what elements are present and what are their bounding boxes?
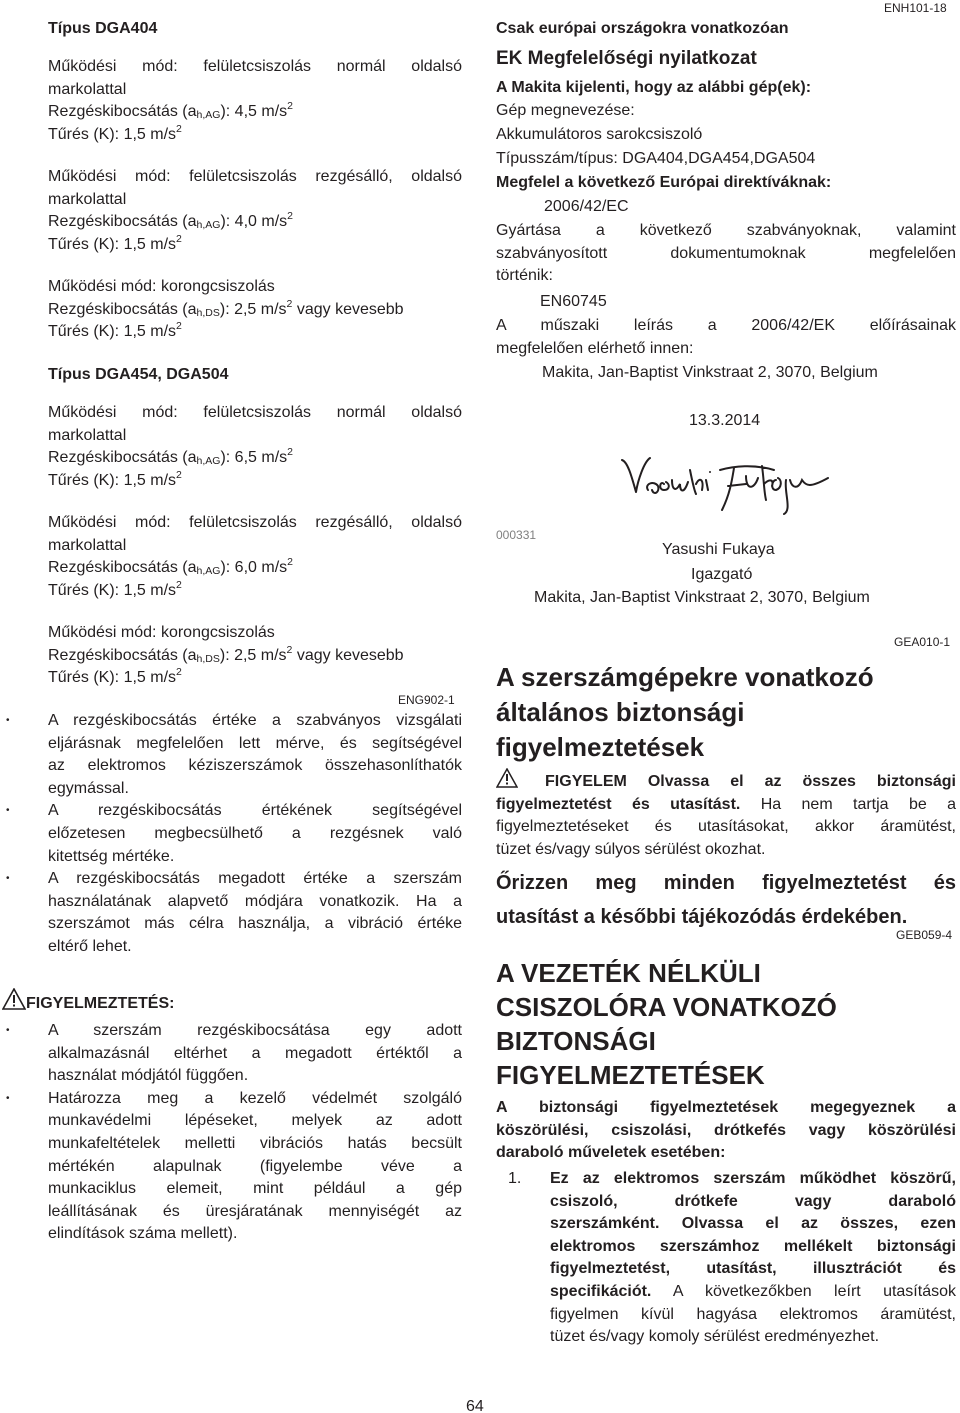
item-number: 1. <box>508 1170 522 1187</box>
uncertainty-value: Tűrés (K): 1,5 $m/s^2$ <box>48 320 182 341</box>
directive-number: 2006/42/EC <box>544 198 629 215</box>
machine-label: Gép megnevezése: <box>496 102 635 119</box>
vibration-value: Rezgéskibocsátás $(a_{h,DS})$: 2,5 $m/s^2$ vagy kevesebb <box>48 297 404 319</box>
page-number: 64 <box>466 1398 484 1413</box>
vibration-block-3 <box>48 276 462 344</box>
list-item: • A rezgéskibocsátás megadott értéke a szerszám használatának alapvető módjára vonatkozik. Ha a szerszámot más célra használja, a vibráció értéke eltérő lehet. <box>6 870 462 955</box>
vibration-value: Rezgéskibocsátás $(a_{h,AG})$: 4,5 $m/s^2$ <box>48 100 293 122</box>
vibration-value: Rezgéskibocsátás $(a_{h,AG})$: 6,0 $m/s^2$ <box>48 556 293 578</box>
mode-text: Működési mód: felületcsiszolás rezgésálló, oldalsó <box>48 514 462 531</box>
vibration-block-1 <box>48 56 462 146</box>
vibration-block-5 <box>48 512 462 602</box>
warning-list <box>6 1020 462 1246</box>
signer-role: Igazgató <box>691 566 753 583</box>
signature-image <box>614 450 834 518</box>
technical-file-address: Makita, Jan-Baptist Vinkstraat 2, 3070, Belgium <box>542 364 878 381</box>
mode-text: Működési mód: felületcsiszolás normál oldalsó <box>48 404 462 421</box>
standards-text: Gyártása a következő szabványoknak, valamint szabványosított dokumentumoknak megfelelően történik: <box>496 222 956 285</box>
uncertainty-value: Tűrés (K): 1,5 $m/s^2$ <box>48 122 182 143</box>
section-code: ENG902-1 <box>398 693 455 707</box>
vibration-value: Rezgéskibocsátás $(a_{h,AG})$: 6,5 $m/s^2$ <box>48 446 293 468</box>
warning-triangle-icon <box>496 768 518 788</box>
bullet-icon: • <box>6 1092 10 1104</box>
section-code: GEB059-4 <box>896 928 953 942</box>
list-item: • A rezgéskibocsátás értéke a szabványos vizsgálati eljárásnak megfelelően lett mérve, és segítségével az elektromos kéziszerszámok összehasonlíthatók egymással. <box>6 712 462 797</box>
mode-text-cont: markolattal <box>48 536 127 554</box>
vibration-block-4 <box>48 402 462 492</box>
model-title-dga404: Típus DGA404 <box>48 20 158 37</box>
declaration-intro: A Makita kijelenti, hogy az alábbi gép(ek): <box>496 79 812 96</box>
mode-text-cont: markolattal <box>48 426 127 444</box>
mode-text: Működési mód: korongcsiszolás <box>48 278 275 295</box>
vibration-value: Rezgéskibocsátás $(a_{h,AG})$: 4,0 $m/s^2$ <box>48 210 293 232</box>
section-code: GEA010-1 <box>894 635 951 649</box>
mode-text-cont: markolattal <box>48 190 127 208</box>
general-warning-text: FIGYELEM Olvassa el az összes biztonsági figyelmeztetést és utasítást. Ha nem tartja be a figyelmeztetéseket és utasításokat, akkor áramütést, tüzet és/vagy súlyos sérülést okozhat. <box>496 768 956 861</box>
warning-triangle-icon <box>2 988 26 1010</box>
list-item: • Határozza meg a kezelő védelmét szolgáló munkavédelmi lépéseket, melyek az adott munkafeltételek melletti vibrációs hatás becsült mértékén alapulnak (figyelembe véve a munkaciklus elemeit, mint például a gép leállításának és üresjáratának mennyiségét az elindítások száma mellett). <box>6 1089 462 1243</box>
directives-label: Megfelel a következő Európai direktíváknak: <box>496 174 832 191</box>
signer-name: Yasushi Fukaya <box>662 541 775 558</box>
uncertainty-value: Tűrés (K): 1,5 $m/s^2$ <box>48 468 182 489</box>
mode-text: Működési mód: felületcsiszolás rezgésálló, oldalsó <box>48 168 462 185</box>
eu-only-heading: Csak európai országokra vonatkozóan <box>496 20 789 37</box>
ec-declaration-title: EK Megfelelőségi nyilatkozat <box>496 48 757 69</box>
warning-title: FIGYELMEZTETÉS: <box>26 995 175 1012</box>
uncertainty-value: Tűrés (K): 1,5 $m/s^2$ <box>48 666 182 687</box>
vibration-block-6 <box>48 622 462 690</box>
list-item: • A szerszám rezgéskibocsátása egy adott alkalmazásnál eltérhet a megadott értéktől a használat módjától függően. <box>6 1022 462 1085</box>
list-item: • A rezgéskibocsátás értékének segítségével előzetesen megbecsülhető a rezgésnek való kitettség mértéke. <box>6 802 462 865</box>
bullet-icon: • <box>6 805 10 817</box>
bullet-icon: • <box>6 715 10 726</box>
uncertainty-value: Tűrés (K): 1,5 $m/s^2$ <box>48 232 182 253</box>
machine-name: Akkumulátoros sarokcsiszoló <box>496 126 703 143</box>
bullet-icon: • <box>6 1025 10 1036</box>
model-numbers: Típusszám/típus: DGA404,DGA454,DGA504 <box>496 150 816 167</box>
list-item: 1. Ez az elektromos szerszám működhet köszörű, csiszoló, drótkefe vagy daraboló szerszámként. Olvassa el az összes, ezen elektromos szerszámhoz mellékelt biztonsági figyelmeztetést, utasítást, illusztrációt és specifikációt. A következőkben leírt utasítások figyelmen kívül hagyása elektromos áramütést, tüzet és/vagy komoly sérülést eredményezhet. <box>508 1170 956 1346</box>
general-safety-title: A szerszámgépekre vonatkozó általános biztonsági figyelmeztetések <box>496 662 874 762</box>
vibration-block-2 <box>48 166 462 256</box>
document-code: ENH101-18 <box>884 1 947 15</box>
vibration-value: Rezgéskibocsátás $(a_{h,DS})$: 2,5 $m/s^2$ vagy kevesebb <box>48 643 404 665</box>
bullet-icon: • <box>6 873 10 885</box>
mode-text-cont: markolattal <box>48 80 127 98</box>
declaration-date: 13.3.2014 <box>689 412 761 429</box>
common-warnings-intro: A biztonsági figyelmeztetések megegyeznek a köszörülési, csiszolási, drótkefés vagy köszörülési daraboló műveletek esetében: <box>496 1099 956 1162</box>
cordless-grinder-title: A VEZETÉK NÉLKÜLI CSISZOLÓRA VONATKOZÓ BIZTONSÁGI FIGYELMEZTETÉSEK <box>496 958 837 1090</box>
document-number: 000331 <box>496 528 537 542</box>
mode-text: Működési mód: felületcsiszolás normál oldalsó <box>48 58 462 75</box>
keep-instructions-text: Őrizzen meg minden figyelmeztetést és utasítást a későbbi tájékozódás érdekében. <box>496 872 956 928</box>
signer-address: Makita, Jan-Baptist Vinkstraat 2, 3070, Belgium <box>534 589 870 606</box>
vibration-notes-list <box>6 710 462 959</box>
uncertainty-value: Tűrés (K): 1,5 $m/s^2$ <box>48 578 182 599</box>
warning-heading <box>2 988 174 1016</box>
technical-file-text: A műszaki leírás a 2006/42/EK előírásainak megfelelően elérhető innen: <box>496 317 956 357</box>
mode-text: Működési mód: korongcsiszolás <box>48 624 275 641</box>
model-title-dga454: Típus DGA454, DGA504 <box>48 366 229 383</box>
standard-number: EN60745 <box>540 293 607 310</box>
